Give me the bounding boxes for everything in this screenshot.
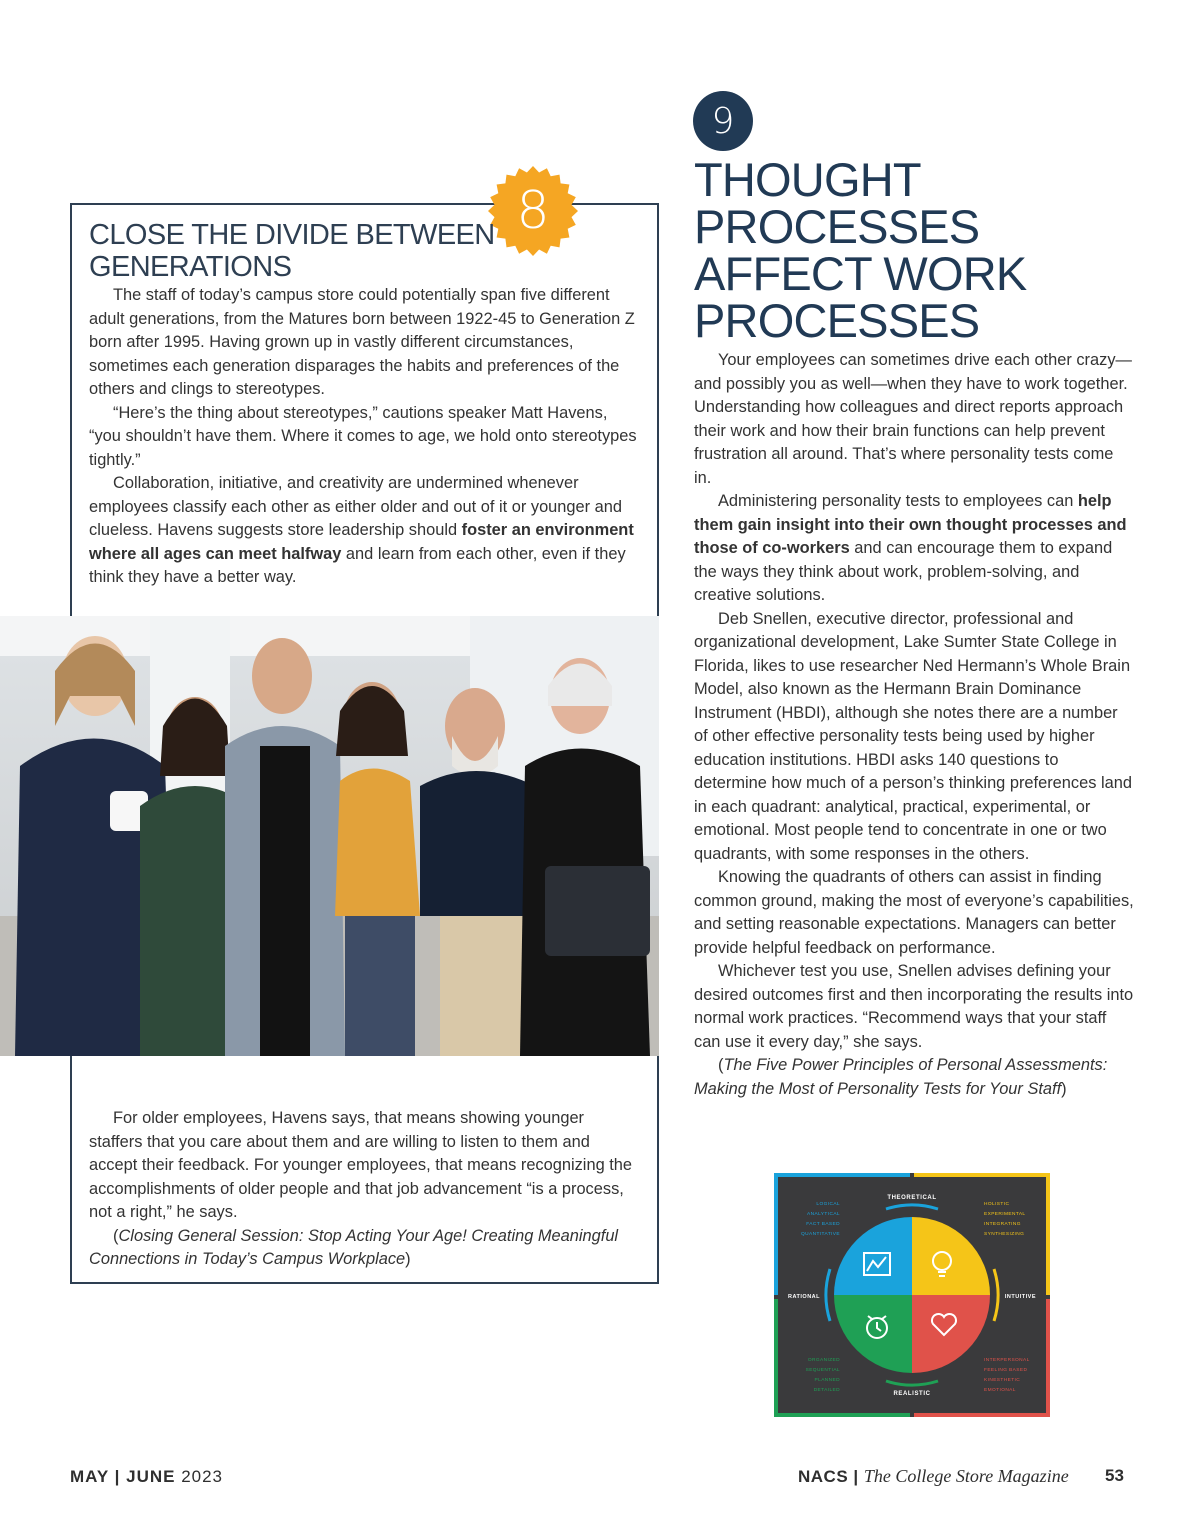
section-8-number: 8: [516, 181, 550, 241]
label-intuitive: INTUITIVE: [1004, 1294, 1036, 1300]
issue-year: 2023: [175, 1467, 224, 1486]
paragraph: The staff of today’s campus store could potentially span five different adult generations, from the Matures born between 1922-45 to Generation Z born after 1995. Having grown up in vastly different circumstances, sometimes each generation disparages the habits and preferences of the others and clings to stereotypes.: [89, 286, 635, 398]
experimental-word: INTEGRATING: [984, 1222, 1021, 1227]
paragraph: [694, 490, 1134, 608]
citation-title: Closing General Session: Stop Acting Your Age! Creating Meaningful Connections in Today’s Campus Workplace: [89, 1226, 619, 1268]
citation: [89, 1225, 639, 1272]
section-8-tail: [89, 1107, 639, 1272]
text-run: (: [113, 1226, 119, 1245]
emotional-word: EMOTIONAL: [984, 1388, 1016, 1393]
experimental-word: HOLISTIC: [984, 1202, 1010, 1207]
practical-word: PLANNED: [814, 1378, 840, 1383]
section-8-body: [89, 284, 639, 590]
whole-brain-quadrant-diagram: [774, 1173, 1050, 1417]
section-9-body: [694, 349, 1134, 1101]
emotional-word: KINESTHETIC: [984, 1378, 1021, 1383]
practical-word: SEQUENTIAL: [805, 1368, 840, 1373]
paragraph: Whichever test you use, Snellen advises defining your desired outcomes first and then incorporating the results into normal work practices. “Recommend ways that your staff can use it every day,” she says.: [694, 962, 1134, 1051]
citation-title: The Five Power Principles of Personal Assessments: Making the Most of Personality Tests for Your Staff: [694, 1056, 1108, 1098]
text-run: Administering personality tests to employees can: [718, 492, 1078, 510]
paragraph: “Here’s the thing about stereotypes,” cautions speaker Matt Havens, “you shouldn’t have them. Where it comes to age, we hold onto stereotypes tightly.”: [89, 403, 637, 469]
section-8-heading: [89, 219, 509, 283]
group-photo-image: [0, 616, 659, 1056]
text-run: and can encourage them to expand the ways they think about work, problem-solving, and creative solutions.: [694, 539, 1113, 604]
heading-line: AFFECT WORK: [694, 247, 1027, 300]
issue-month: MAY | JUNE: [70, 1467, 176, 1486]
bold-text: help them gain insight into their own thought processes and those of co-workers: [694, 492, 1127, 557]
emotional-word: INTERPERSONAL: [984, 1358, 1030, 1363]
paragraph: For older employees, Havens says, that means showing younger staffers that you care about them and are willing to listen to them and accept their feedback. For younger employees, that means recognizing the accomplishments of older people and that job advancement “is a process, not a right,” he says.: [89, 1109, 633, 1221]
paragraph: [89, 472, 639, 590]
text-run: ): [405, 1250, 411, 1268]
analytical-word: QUANTITATIVE: [800, 1232, 840, 1237]
heading-line: PROCESSES: [694, 294, 980, 347]
heading-line: CLOSE THE DIVIDE BETWEEN: [89, 219, 495, 251]
magazine-name: [798, 1466, 1069, 1487]
practical-word: DETAILED: [813, 1388, 840, 1393]
emotional-word: FEELING BASED: [984, 1368, 1028, 1373]
analytical-word: FACT BASED: [806, 1222, 840, 1227]
practical-word: ORGANIZED: [807, 1358, 840, 1363]
whole-brain-diagram: [774, 1173, 1050, 1417]
analytical-word: ANALYTICAL: [807, 1212, 840, 1217]
experimental-word: EXPERIMENTAL: [984, 1212, 1026, 1217]
bold-text: foster an environment where all ages can meet halfway: [89, 521, 634, 563]
issue-date: [70, 1467, 223, 1487]
analytical-word: LOGICAL: [816, 1202, 840, 1207]
paragraph: Deb Snellen, executive director, professional and organizational development, Lake Sumter State College in Florida, likes to use researcher Ned Hermann’s Whole Brain Model, also known as the Hermann Brain Dominance Instrument (HBDI), although she notes there are a number of other effective personality tests being used by higher education institutions. HBDI asks 140 questions to determine how much of a person’s thinking preferences land in each quadrant: analytical, practical, experimental, or emotional. Most people tend to concentrate in one or two quadrants, with some responses in the others.: [694, 609, 1132, 863]
text-run: Collaboration, initiative, and creativity are undermined whenever employees classify each other as either older and out of it or younger and clueless. Havens suggests store leadership should: [89, 474, 623, 539]
page-number: 53: [1105, 1466, 1124, 1485]
section-9-heading: [694, 153, 1154, 347]
label-rational: RATIONAL: [788, 1294, 821, 1300]
label-theoretical: THEORETICAL: [887, 1195, 937, 1201]
heading-line: PROCESSES: [694, 200, 980, 253]
citation: [694, 1054, 1134, 1101]
heading-line: GENERATIONS: [89, 251, 292, 283]
text-run: ): [1061, 1079, 1067, 1098]
group-photo: [0, 616, 659, 1056]
experimental-word: SYNTHESIZING: [984, 1232, 1025, 1237]
label-realistic: REALISTIC: [893, 1391, 931, 1397]
paragraph: Knowing the quadrants of others can assist in finding common ground, making the most of everyone’s capabilities, and setting reasonable expectations. Managers can better provide helpful feedback on performance.: [694, 868, 1134, 957]
magazine-title: The College Store Magazine: [863, 1466, 1069, 1486]
heading-line: THOUGHT: [694, 153, 921, 206]
brand: NACS |: [798, 1467, 864, 1486]
paragraph: Your employees can sometimes drive each other crazy—and possibly you as well—when they have to work together. Understanding how colleagues and direct reports approach their work and how their brain functions can help prevent frustration all around. That’s where personality tests come in.: [694, 351, 1132, 487]
section-9-badge: 9: [693, 91, 753, 151]
text-run: and learn from each other, even if they think they have a better way.: [89, 544, 626, 586]
text-run: (: [718, 1056, 724, 1074]
